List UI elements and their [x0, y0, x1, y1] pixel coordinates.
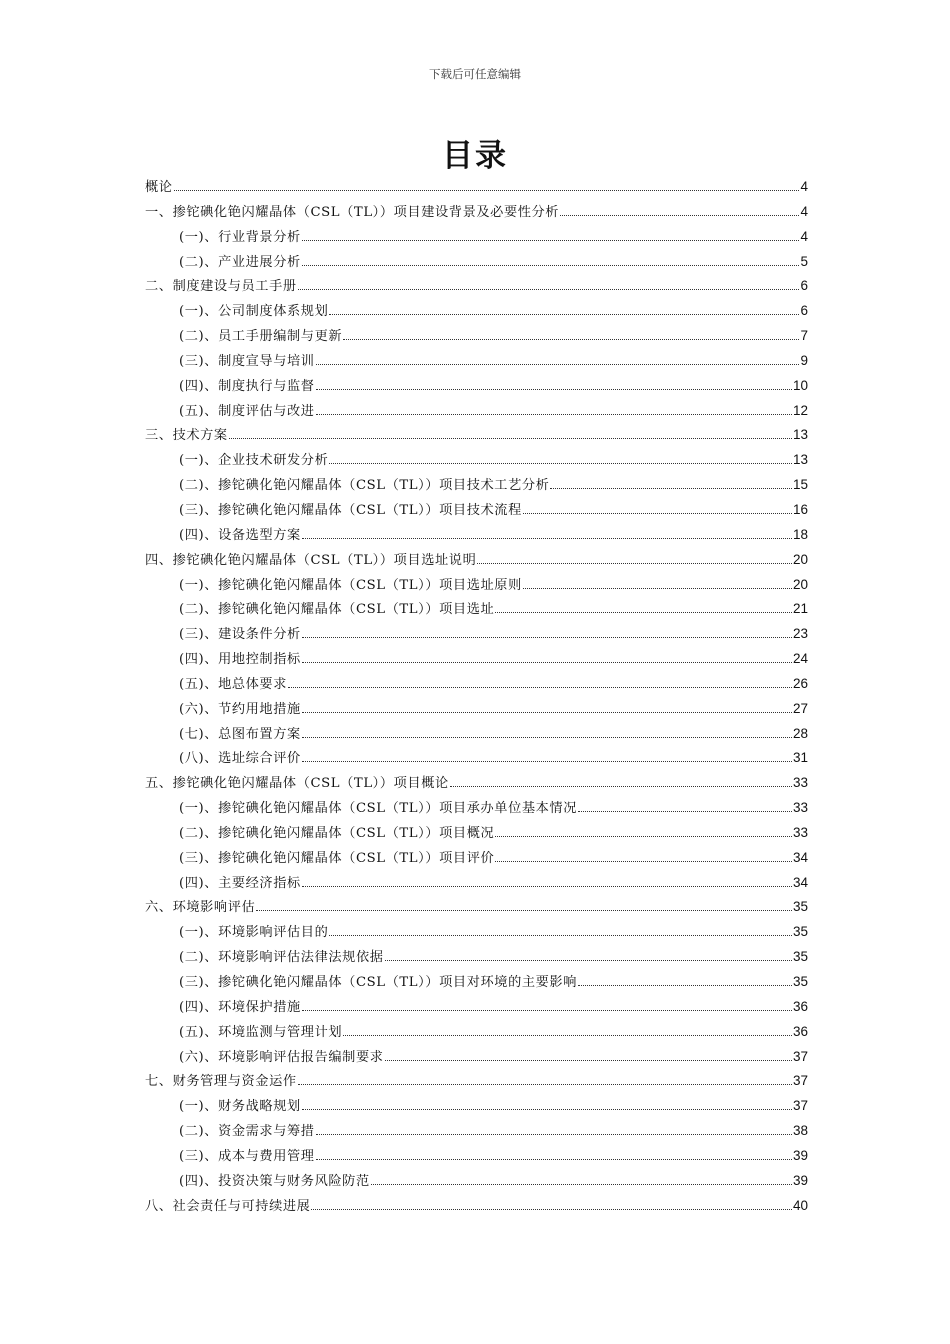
toc-dot-leader [316, 1159, 792, 1160]
toc-entry[interactable] [145, 423, 808, 448]
toc-entry[interactable] [145, 200, 808, 225]
toc-page-number: 35 [792, 924, 808, 940]
toc-entry-title: 六、环境影响评估 [145, 900, 256, 916]
toc-entry-title: 二、制度建设与员工手册 [145, 279, 297, 295]
toc-entry-title: (七)、总图布置方案 [179, 726, 301, 742]
toc-dot-leader [329, 935, 792, 936]
toc-entry[interactable] [145, 523, 808, 548]
toc-dot-leader [174, 190, 800, 191]
toc-entry-title: (四)、设备选型方案 [179, 527, 301, 543]
toc-dot-leader [298, 1084, 792, 1085]
toc-dot-leader [316, 364, 800, 365]
toc-entry-title: (四)、制度执行与监督 [179, 378, 315, 394]
toc-entry-title: (四)、主要经济指标 [179, 875, 301, 891]
toc-page-number: 21 [792, 601, 808, 617]
toc-entry-title: (六)、环境影响评估报告编制要求 [179, 1049, 384, 1065]
toc-dot-leader [495, 861, 792, 862]
toc-page-number: 24 [792, 651, 808, 667]
toc-dot-leader [450, 786, 792, 787]
toc-entry-title: (一)、行业背景分析 [179, 229, 301, 245]
toc-entry-title: (一)、掺铊碘化铯闪耀晶体（CSL（TL））项目选址原则 [179, 577, 522, 593]
toc-dot-leader [316, 389, 792, 390]
toc-entry[interactable] [145, 945, 808, 970]
toc-page-number: 37 [792, 1048, 808, 1064]
toc-entry[interactable] [145, 324, 808, 349]
toc-dot-leader [578, 985, 792, 986]
toc-page-number: 4 [800, 228, 808, 244]
page-title: 目录 [442, 138, 508, 174]
toc-page-number: 26 [792, 675, 808, 691]
toc-dot-leader [495, 836, 792, 837]
toc-entry[interactable] [145, 895, 808, 920]
toc-entry[interactable] [145, 175, 808, 200]
toc-entry-title: 一、掺铊碘化铯闪耀晶体（CSL（TL））项目建设背景及必要性分析 [145, 204, 560, 220]
toc-page-number: 20 [792, 576, 808, 592]
toc-entry[interactable] [145, 1119, 808, 1144]
toc-entry-title: (三)、掺铊碘化铯闪耀晶体（CSL（TL））项目对环境的主要影响 [179, 975, 578, 990]
toc-page-number: 35 [792, 974, 808, 989]
toc-dot-leader [302, 761, 792, 762]
toc-entry[interactable] [145, 846, 808, 871]
toc-entry-title: (六)、节约用地措施 [179, 701, 301, 717]
toc-entry-title: (五)、地总体要求 [179, 676, 288, 692]
toc-dot-leader [302, 886, 792, 887]
toc-entry[interactable] [145, 1194, 808, 1219]
toc-page-number: 31 [792, 750, 808, 766]
toc-page-number: 16 [792, 501, 808, 517]
toc-entry[interactable] [145, 920, 808, 945]
toc-entry-title: (四)、用地控制指标 [179, 652, 301, 668]
toc-dot-leader [560, 215, 799, 216]
toc-page-number: 35 [792, 899, 808, 915]
toc-entry-title: (二)、环境影响评估法律法规依据 [179, 950, 384, 966]
toc-entry[interactable] [145, 697, 808, 722]
toc-entry[interactable] [145, 1020, 808, 1045]
toc-dot-leader [298, 289, 800, 290]
toc-entry-title: (一)、公司制度体系规划 [179, 304, 329, 320]
toc-entry[interactable] [145, 573, 808, 598]
toc-entry-title: 三、技术方案 [145, 428, 228, 444]
toc-entry-title: (二)、掺铊碘化铯闪耀晶体（CSL（TL））项目选址 [179, 602, 495, 618]
toc-page-number: 28 [792, 725, 808, 741]
toc-dot-leader [477, 563, 792, 564]
toc-page-number: 20 [792, 551, 808, 567]
toc-entry-title: (一)、财务战略规划 [179, 1099, 301, 1115]
toc-page-number: 18 [792, 526, 808, 542]
toc-entry-title: 概论 [145, 180, 173, 195]
toc-entry[interactable] [145, 225, 808, 250]
toc-dot-leader [302, 1109, 792, 1110]
toc-dot-leader [523, 513, 792, 514]
toc-dot-leader [302, 265, 800, 266]
toc-page-number: 27 [792, 700, 808, 716]
toc-entry-title: (三)、掺铊碘化铯闪耀晶体（CSL（TL））项目技术流程 [179, 502, 522, 518]
toc-entry[interactable] [145, 995, 808, 1020]
toc-page-number: 36 [792, 1023, 808, 1039]
toc-page-number: 15 [792, 477, 808, 493]
toc-dot-leader [302, 662, 792, 663]
toc-entry[interactable] [145, 647, 808, 672]
toc-dot-leader [578, 811, 792, 812]
toc-entry-title: (一)、掺铊碘化铯闪耀晶体（CSL（TL））项目承办单位基本情况 [179, 801, 578, 817]
toc-page-number: 34 [792, 874, 808, 890]
toc-entry[interactable] [145, 250, 808, 275]
toc-page-number: 36 [792, 998, 808, 1014]
table-of-contents [145, 175, 808, 1218]
toc-dot-leader [495, 612, 792, 613]
toc-entry[interactable] [145, 374, 808, 399]
toc-entry-title: (四)、投资决策与财务风险防范 [179, 1173, 370, 1189]
toc-dot-leader [302, 737, 792, 738]
toc-page-number: 4 [800, 203, 808, 219]
toc-entry[interactable] [145, 349, 808, 374]
toc-page-number: 33 [792, 824, 808, 840]
toc-page-number: 23 [792, 626, 808, 642]
toc-dot-leader [316, 1134, 792, 1135]
toc-entry[interactable] [145, 1094, 808, 1119]
toc-entry[interactable] [145, 448, 808, 473]
toc-dot-leader [385, 960, 792, 961]
toc-entry-title: (五)、制度评估与改进 [179, 403, 315, 419]
toc-page-number: 38 [792, 1123, 808, 1139]
toc-entry[interactable] [145, 299, 808, 324]
toc-dot-leader [343, 339, 799, 340]
toc-entry-title: 五、掺铊碘化铯闪耀晶体（CSL（TL））项目概论 [145, 776, 449, 792]
toc-page-number: 33 [792, 775, 808, 791]
toc-page-number: 37 [792, 1073, 808, 1089]
toc-entry[interactable] [145, 498, 808, 523]
toc-page-number: 5 [800, 253, 808, 269]
toc-dot-leader [302, 240, 800, 241]
toc-entry[interactable] [145, 821, 808, 846]
toc-dot-leader [523, 588, 792, 589]
toc-entry[interactable] [145, 1144, 808, 1169]
toc-page-number: 39 [792, 1147, 808, 1163]
toc-dot-leader [229, 438, 792, 439]
toc-entry-title: (一)、企业技术研发分析 [179, 453, 329, 469]
toc-entry-title: (一)、环境影响评估目的 [179, 925, 329, 941]
toc-page-number: 13 [792, 452, 808, 468]
toc-page-number: 4 [800, 179, 808, 194]
toc-entry-title: (八)、选址综合评价 [179, 751, 301, 767]
toc-dot-leader [288, 687, 792, 688]
toc-entry[interactable] [145, 722, 808, 747]
toc-entry-title: (三)、掺铊碘化铯闪耀晶体（CSL（TL））项目评价 [179, 850, 495, 866]
toc-page-number: 39 [792, 1172, 808, 1188]
toc-entry-title: (二)、产业进展分析 [179, 254, 301, 270]
toc-entry[interactable] [145, 597, 808, 622]
toc-dot-leader [302, 1010, 792, 1011]
toc-dot-leader [302, 538, 792, 539]
toc-entry[interactable] [145, 622, 808, 647]
toc-entry[interactable] [145, 274, 808, 299]
header-note: 下载后可任意编辑 [429, 67, 521, 81]
toc-entry[interactable] [145, 1169, 808, 1194]
toc-entry-title: (二)、掺铊碘化铯闪耀晶体（CSL（TL））项目概况 [179, 825, 495, 841]
toc-entry-title: (五)、环境监测与管理计划 [179, 1024, 343, 1040]
toc-dot-leader [329, 463, 792, 464]
toc-page-number: 9 [800, 352, 808, 368]
toc-dot-leader [311, 1209, 792, 1210]
toc-entry-title: (三)、制度宣导与培训 [179, 353, 315, 369]
toc-entry[interactable] [145, 746, 808, 771]
toc-entry-title: (三)、建设条件分析 [179, 627, 301, 643]
toc-entry-title: 四、掺铊碘化铯闪耀晶体（CSL（TL））项目选址说明 [145, 552, 477, 568]
toc-dot-leader [371, 1184, 792, 1185]
toc-entry-title: (二)、员工手册编制与更新 [179, 329, 343, 345]
toc-entry[interactable] [145, 399, 808, 424]
toc-page-number: 37 [792, 1098, 808, 1114]
toc-page-number: 12 [792, 402, 808, 418]
toc-page-number: 40 [792, 1197, 808, 1213]
toc-dot-leader [302, 637, 792, 638]
toc-entry[interactable] [145, 672, 808, 697]
toc-page-number: 10 [792, 377, 808, 393]
toc-entry-title: 八、社会责任与可持续进展 [145, 1198, 311, 1214]
toc-dot-leader [343, 1035, 792, 1036]
toc-dot-leader [256, 910, 792, 911]
toc-entry-title: 七、财务管理与资金运作 [145, 1074, 297, 1090]
toc-entry[interactable] [145, 771, 808, 796]
toc-dot-leader [385, 1060, 792, 1061]
toc-entry-title: (四)、环境保护措施 [179, 999, 301, 1015]
toc-entry[interactable] [145, 473, 808, 498]
toc-dot-leader [550, 488, 792, 489]
toc-page-number: 6 [800, 303, 808, 319]
toc-entry[interactable] [145, 1069, 808, 1094]
toc-page-number: 33 [792, 800, 808, 816]
toc-entry-title: (三)、成本与费用管理 [179, 1148, 315, 1164]
toc-page-number: 13 [792, 427, 808, 443]
toc-entry[interactable] [145, 970, 808, 995]
toc-page-number: 35 [792, 949, 808, 965]
toc-page-number: 6 [800, 278, 808, 294]
toc-dot-leader [316, 414, 792, 415]
toc-page-number: 7 [800, 328, 808, 344]
toc-page-number: 34 [792, 849, 808, 865]
toc-entry[interactable] [145, 1045, 808, 1070]
toc-entry[interactable] [145, 548, 808, 573]
toc-entry[interactable] [145, 796, 808, 821]
toc-dot-leader [329, 314, 799, 315]
toc-dot-leader [302, 712, 792, 713]
toc-entry-title: (二)、掺铊碘化铯闪耀晶体（CSL（TL））项目技术工艺分析 [179, 478, 550, 494]
toc-entry[interactable] [145, 871, 808, 896]
toc-entry-title: (二)、资金需求与筹措 [179, 1124, 315, 1140]
